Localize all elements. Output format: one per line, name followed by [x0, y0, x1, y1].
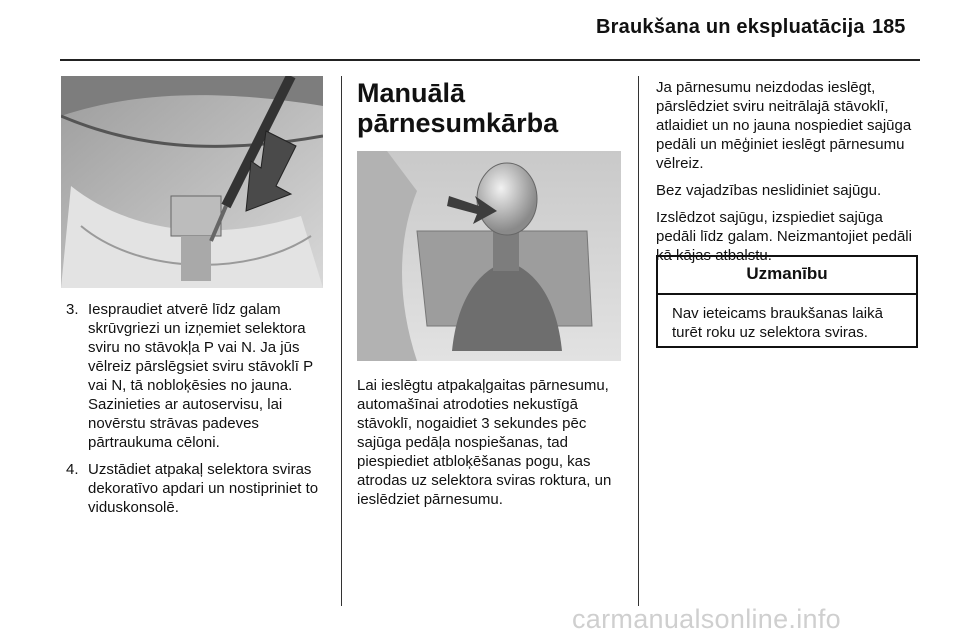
paragraph: Izslēdzot sajūgu, izspiediet sajūga pedāli līdz galam. Neizmantojiet pedāli kā kājas atbalstu. — [656, 209, 912, 264]
column-divider — [638, 76, 639, 606]
column-divider — [341, 76, 342, 606]
list-item — [66, 460, 336, 517]
step-list — [66, 300, 336, 525]
watermark: carmanualsonline.info — [572, 604, 841, 634]
step-number: 3. — [66, 301, 79, 318]
caution-text: Nav ieteicams braukšanas laikā turēt roku uz selektora sviras. — [672, 305, 883, 341]
step-text: Uzstādiet atpakaļ selektora sviras dekoratīvo apdari un nostipriniet to viduskonsolē. — [88, 461, 319, 516]
selector-release-photo — [61, 76, 323, 288]
caution-notice — [656, 255, 918, 348]
page-header-title: Braukšana un ekspluatācija — [596, 16, 865, 38]
header-rule — [60, 59, 920, 61]
paragraph: Ja pārnesumu neizdodas ieslēgt, pārslēdziet sviru neitrālajā stāvoklī, atlaidiet un no jauna nospiediet sajūga pedāli un mēģiniet ieslēgt pārnesumu vēlreiz. — [656, 79, 912, 172]
caution-title: Uzmanību — [658, 257, 916, 295]
step-text: Iespraudiet atverē līdz galam skrūvgriezi un izņemiet selektora sviru no stāvokļa P vai N. Ja jūs vēlreiz pārslēgsiet sviru stāvoklī P vai N, tā nobloķēsies no jauna. Sazinieties ar autoservisu, lai novērstu strāvas padeves pārtraukuma cēloni. — [88, 301, 313, 451]
gear-shift-photo — [357, 151, 621, 361]
middle-paragraph: Lai ieslēgtu atpakaļgaitas pārnesumu, automašīnai atrodoties nekustīgā stāvoklī, nogaidiet 3 sekundes pēc sajūga pedāļa nospiešanas, tad piespiediet atbloķēšanas pogu, kas atrodas uz selektora sviras roktura, un ieslēdziet pārnesumu. — [357, 377, 612, 508]
paragraph: Bez vajadzības neslidiniet sajūgu. — [656, 182, 882, 199]
section-title: Manuālā pārnesumkārba — [357, 78, 559, 138]
step-number: 4. — [66, 461, 79, 478]
right-paragraphs — [656, 78, 920, 273]
page-number: 185 — [872, 16, 906, 38]
list-item — [66, 300, 336, 452]
